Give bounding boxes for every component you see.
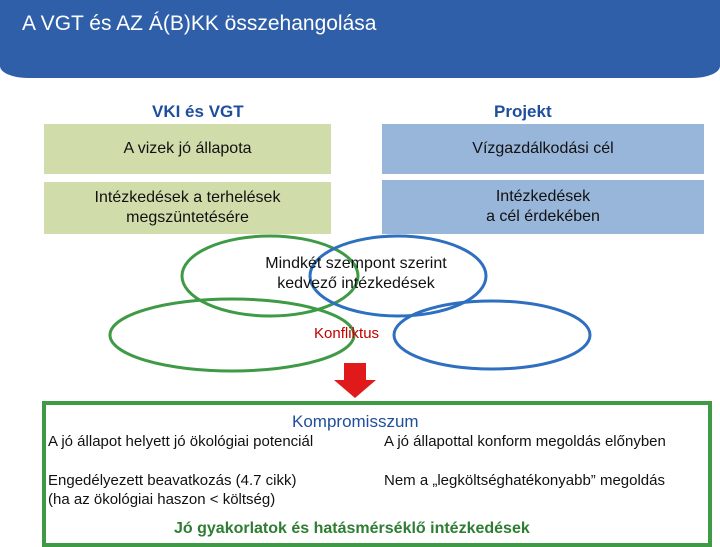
compromise-left-2 — [48, 471, 296, 509]
conflict-label: Konfliktus — [314, 325, 380, 342]
compromise-title: Kompromisszum — [292, 412, 419, 431]
compromise-left-2-line2: (ha az ökológiai haszon < költség) — [48, 491, 276, 508]
blue-conflict-ellipse — [394, 301, 590, 369]
down-arrow-icon — [334, 363, 376, 398]
overlap-line1: Mindkét szempont szerint — [265, 255, 447, 272]
compromise-left-2-line1: Engedélyezett beavatkozás (4.7 cikk) — [48, 472, 297, 489]
pressure-measures-line1: Intézkedések a terhelések — [94, 189, 281, 206]
overlap-line2: kedvező intézkedések — [277, 275, 435, 292]
goal-measures-line1: Intézkedések — [495, 188, 591, 205]
pressure-measures-line2: megszüntetésére — [126, 209, 249, 226]
good-status-text: A vizek jó állapota — [123, 140, 252, 157]
compromise-right-1: A jó állapottal konform megoldás előnyben — [384, 433, 666, 450]
overlap-text — [236, 254, 476, 294]
water-management-goal-text: Vízgazdálkodási cél — [472, 140, 614, 157]
goal-measures-line2: a cél érdekében — [486, 208, 600, 225]
left-column-heading: VKI és VGT — [152, 102, 244, 121]
footer-text: Jó gyakorlatok és hatásmérséklő intézkedések — [174, 520, 530, 537]
compromise-left-1: A jó állapot helyett jó ökológiai potenciál — [48, 433, 314, 450]
compromise-right-2: Nem a „legköltséghatékonyabb” megoldás — [384, 472, 665, 489]
page-title: A VGT és AZ Á(B)KK összehangolása — [22, 12, 377, 35]
right-column-heading: Projekt — [494, 102, 552, 121]
